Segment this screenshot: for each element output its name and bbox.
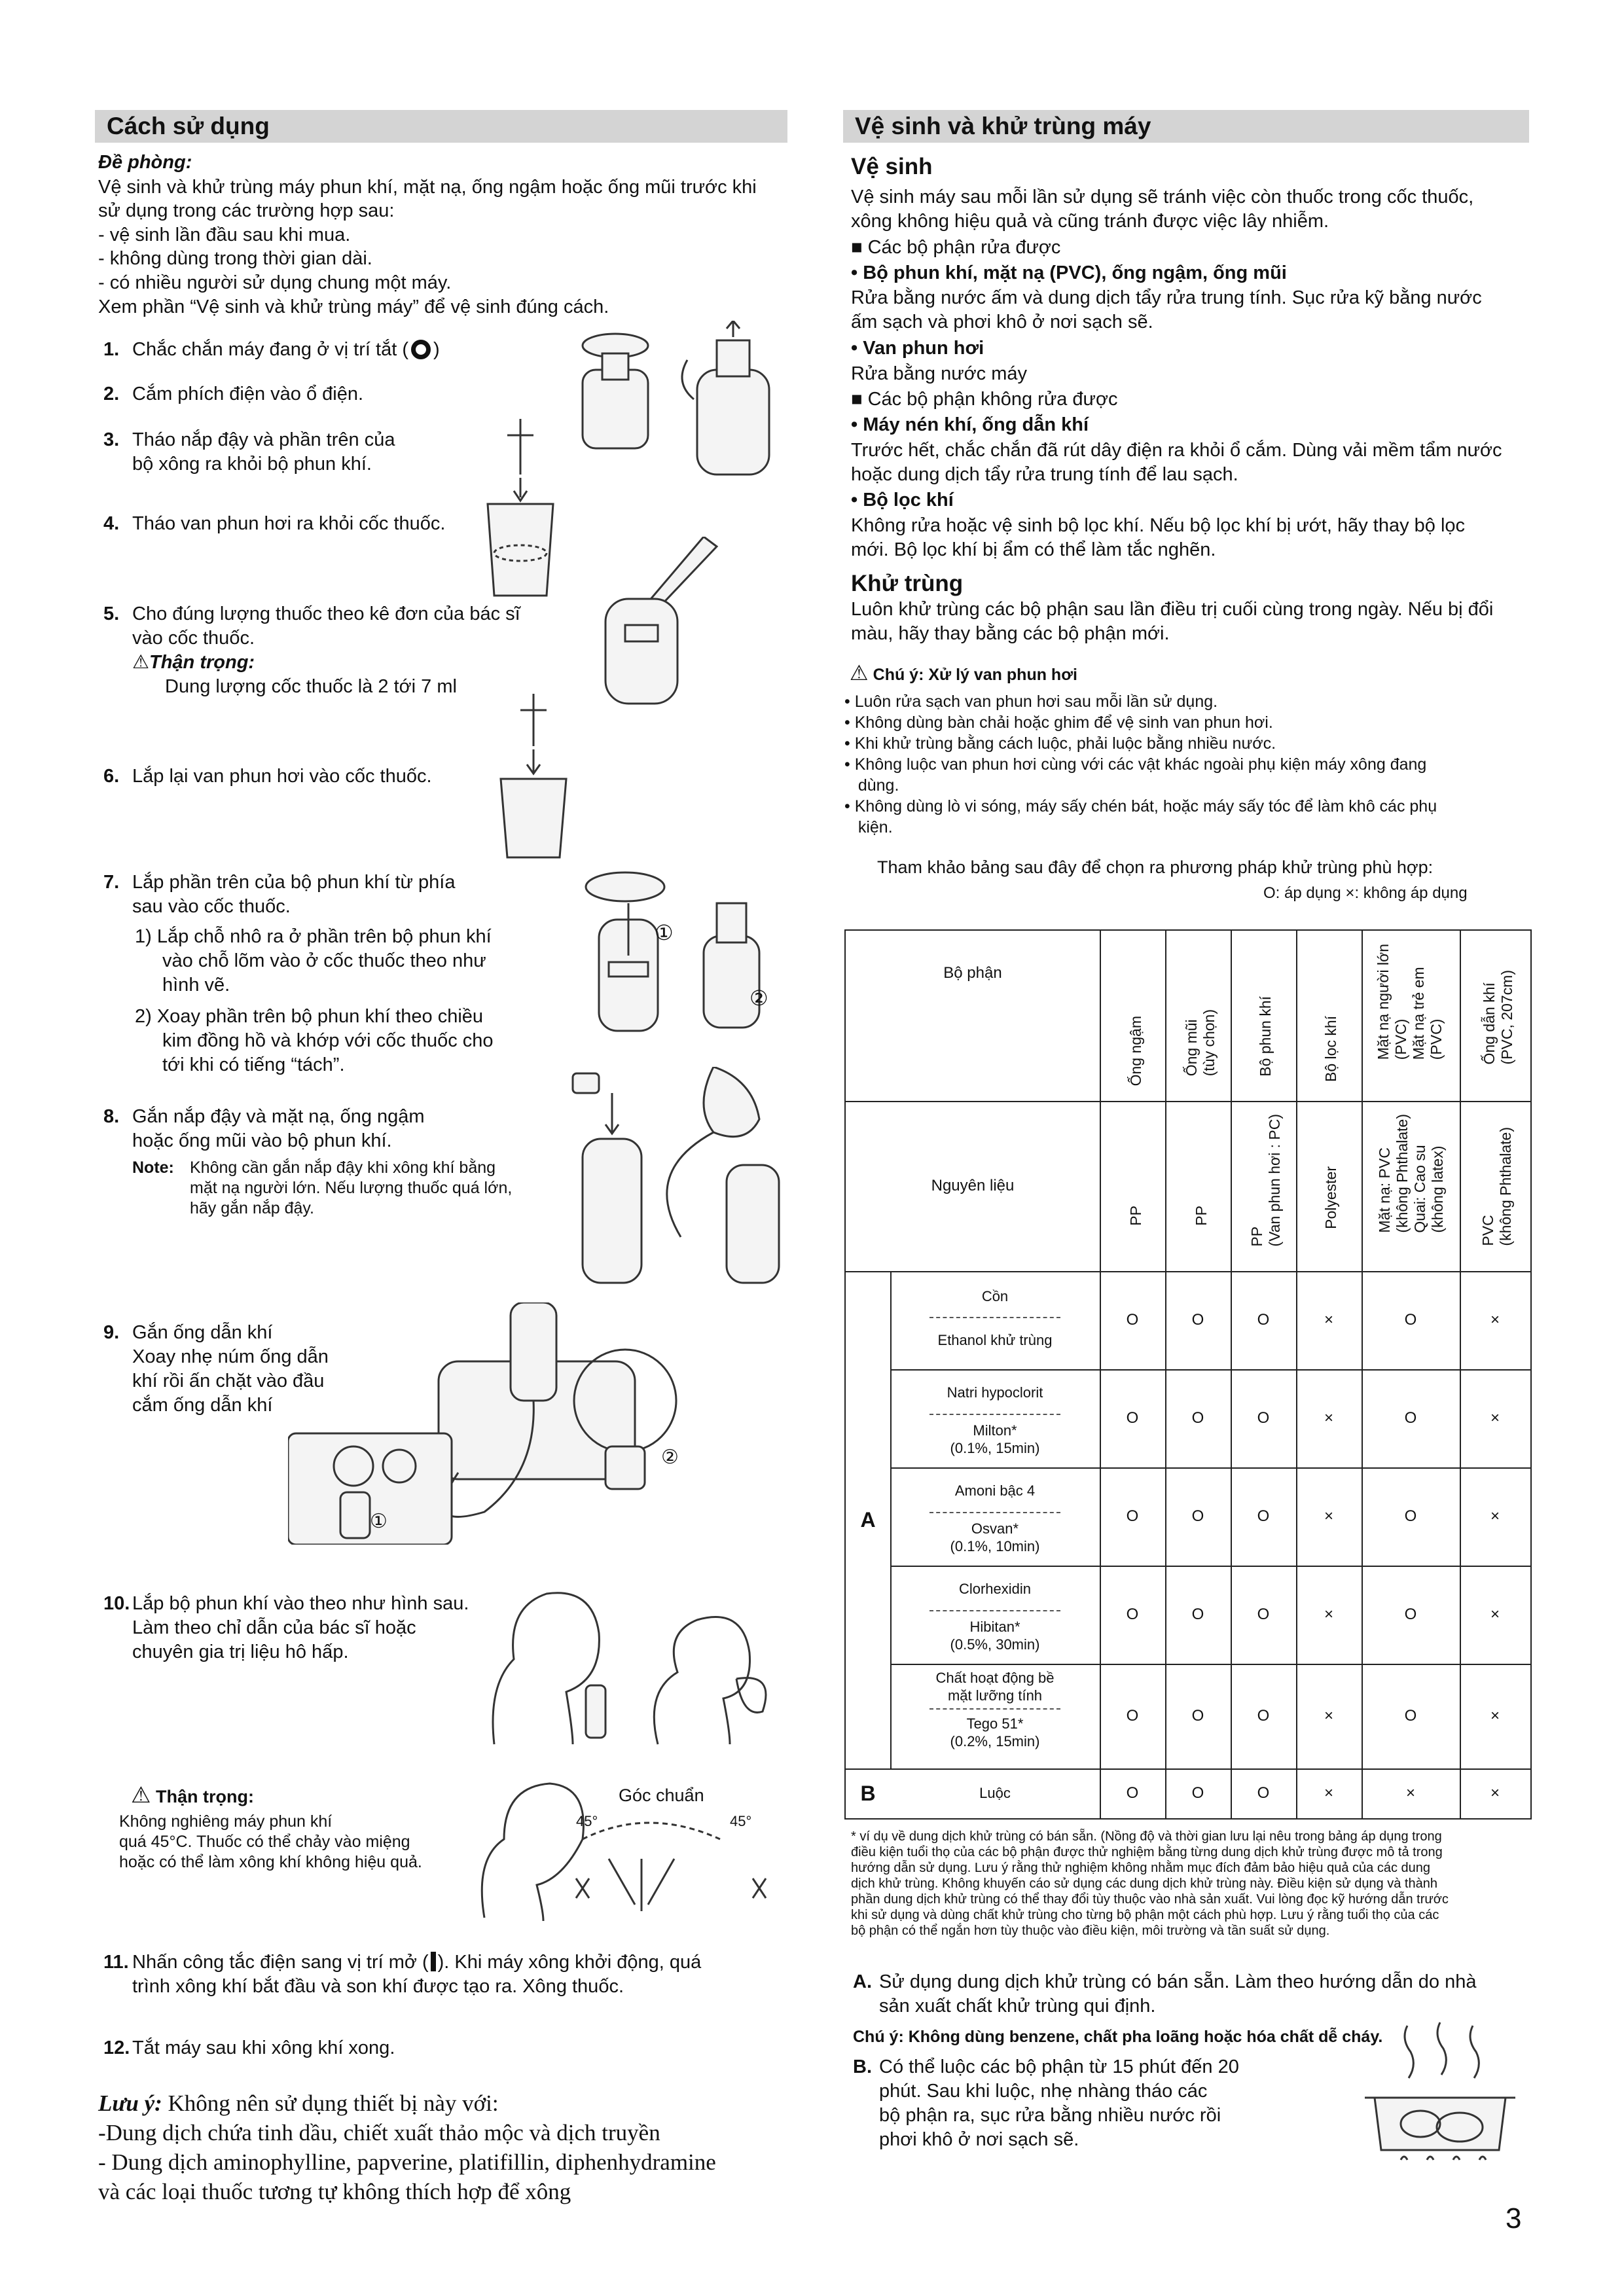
col-header: Ống ngậm (1127, 1016, 1144, 1086)
agent-product: Hibitan* (969, 1619, 1020, 1635)
tube-detail-illustration (566, 1348, 677, 1492)
col-header: Ống mũi (tùy chọn) (1183, 1009, 1218, 1077)
washable-heading: ■ Các bộ phận rửa được (851, 237, 1061, 258)
cell-value: O (1191, 1707, 1204, 1725)
callout-2: ② (749, 986, 768, 1010)
agent-product: (0.1%, 15min) (950, 1440, 1040, 1456)
method-b-text: bộ phận ra, sục rửa bằng nhiều nước rồi (879, 2105, 1221, 2126)
callout-1: ① (655, 921, 674, 944)
col-header: Bộ phun khí (1257, 996, 1274, 1077)
tilt-angle-illustration (478, 1780, 779, 1924)
intro-line: Vệ sinh và khử trùng máy phun khí, mặt nạ, ống ngậm hoặc ống mũi trước khi (98, 177, 757, 198)
boiling-pot-illustration (1362, 2019, 1519, 2170)
item-heading: • Bộ phun khí, mặt nạ (PVC), ống ngậm, ống mũi (851, 262, 1287, 283)
cell-value: O (1257, 1311, 1270, 1329)
cell-value: O (1126, 1605, 1139, 1623)
col-header: Bộ lọc khí (1322, 1016, 1339, 1082)
material-cell: PP (1193, 1206, 1210, 1226)
paragraph-line: hoặc dung dịch tẩy rửa trung tính để lau sạch. (851, 464, 1238, 485)
step-8-text: Gắn nắp đậy và mặt nạ, ống ngậm (132, 1106, 425, 1127)
intro-line: - vệ sinh lần đầu sau khi mua. (98, 224, 351, 245)
step-number: 10. (103, 1593, 130, 1614)
agent-product: Ethanol khử trùng (937, 1332, 1053, 1348)
agent-name: Cồn (981, 1288, 1009, 1304)
col-header: Ống dẫn khí (PVC, 207cm) (1481, 970, 1515, 1065)
nozzle-note: • Khi khử trùng bằng cách luộc, phải luộc bằng nhiều nước. (844, 734, 1276, 753)
step-3-text: bộ xông ra khỏi bộ phun khí. (132, 454, 372, 475)
method-a-text: Sử dụng dung dịch khử trùng có bán sẵn. Làm theo hướng dẫn do nhà (879, 1971, 1477, 1992)
col-header: Mặt nạ người lớn (PVC) Mặt nạ trẻ em (PVC) (1375, 944, 1445, 1060)
agent-name: Clorhexidin (958, 1581, 1032, 1597)
agent-product: Milton* (973, 1422, 1017, 1439)
step-9-text: Gắn ống dẫn khí (132, 1322, 273, 1343)
step-2-text: Cắm phích điện vào ổ điện. (132, 384, 364, 404)
intro-line: - có nhiều người sử dụng chung một máy. (98, 272, 452, 293)
cell-value: O (1191, 1784, 1204, 1802)
flammable-warning: Chú ý: Không dùng benzene, chất pha loãng hoặc hóa chất dễ cháy. (853, 2028, 1383, 2046)
cell-value: × (1324, 1707, 1333, 1725)
step-number: 4. (103, 513, 120, 534)
cell-value: O (1191, 1409, 1204, 1427)
step-3-text: Tháo nắp đậy và phần trên của (132, 429, 395, 450)
paragraph-line: Vệ sinh máy sau mỗi lần sử dụng sẽ tránh việc còn thuốc trong cốc thuốc, (851, 187, 1474, 207)
section-heading-cleaning: Vệ sinh và khử trùng máy (843, 110, 1529, 143)
step-number: 7. (103, 872, 120, 893)
caution-text: Không nghiêng máy phun khí (119, 1812, 333, 1831)
agent-name: Chất hoạt động bề mặt lưỡng tính (935, 1670, 1055, 1704)
footnote-line: khi sử dụng và dùng chất khử trùng cho từng bộ phận một cách phù hợp. Lưu ý rằng tuổi thọ của các (851, 1908, 1439, 1922)
step-10-text: Lắp bộ phun khí vào theo như hình sau. (132, 1593, 469, 1614)
agent-name: Amoni bậc 4 (954, 1482, 1036, 1499)
agent-name: Natri hypoclorit (947, 1384, 1043, 1401)
header-parts: Bộ phận (943, 964, 1002, 982)
cell-value: × (1324, 1507, 1333, 1525)
cell-value: O (1257, 1409, 1270, 1427)
table-reference: Tham khảo bảng sau đây để chọn ra phương pháp khử trùng phù hợp: (877, 857, 1434, 877)
caution-title: ⚠ Thận trọng: (131, 1783, 254, 1808)
step-11-text: Nhấn công tắc điện sang vị trí mở ( ). Khi máy xông khởi động, quá (132, 1952, 702, 1973)
cell-value: O (1126, 1707, 1139, 1725)
disinfection-table (844, 929, 1532, 1820)
cell-value: O (1191, 1311, 1204, 1329)
step-4-text: Tháo van phun hơi ra khỏi cốc thuốc. (132, 513, 446, 534)
step-12-text: Tắt máy sau khi xông khí xong. (132, 2037, 395, 2058)
cell-value: × (1490, 1605, 1500, 1623)
material-cell: PVC (không Phthalate) (1479, 1127, 1514, 1246)
subheading-disinfection: Khử trùng (851, 571, 964, 596)
step-6-text: Lắp lại van phun hơi vào cốc thuốc. (132, 766, 432, 787)
step-1-text: Chắc chắn máy đang ở vị trí tắt ( ) (132, 339, 440, 360)
group-a-label: A (860, 1507, 876, 1532)
cell-value: O (1191, 1507, 1204, 1525)
usage-note: Lưu ý: Không nên sử dụng thiết bị này với: (98, 2090, 499, 2116)
nozzle-note: • Không luộc van phun hơi cùng với các vật khác ngoài phụ kiện máy xông đang (844, 755, 1427, 774)
nozzle-note: • Không dùng lò vi sóng, máy sấy chén bát, hoặc máy sấy tóc để làm khô các phụ (844, 797, 1437, 816)
usage-note-line: - Dung dịch aminophylline, papverine, platifillin, diphenhydramine (98, 2149, 716, 2175)
nozzle-reattach-illustration (494, 694, 579, 864)
paragraph-line: mới. Bộ lọc khí bị ẩm có thể làm tắc nghẽn. (851, 539, 1216, 560)
step-9-text: cắm ống dẫn khí (132, 1395, 273, 1416)
angle-label: Góc chuẩn (619, 1785, 704, 1805)
method-b-text: Có thể luộc các bộ phận từ 15 phút đến 20 (879, 2056, 1239, 2077)
cell-value: O (1191, 1605, 1204, 1623)
on-switch-icon (431, 1952, 436, 1971)
patient-inhalation-illustration (488, 1581, 789, 1748)
cell-value: × (1490, 1507, 1500, 1525)
step-number: 9. (103, 1322, 120, 1343)
subheading-cleaning: Vệ sinh (851, 154, 933, 179)
agent-name: Luộc (979, 1785, 1011, 1801)
step-9-text: Xoay nhẹ núm ống dẫn (132, 1346, 329, 1367)
step-number: 12. (103, 2037, 130, 2058)
paragraph-line: Luôn khử trùng các bộ phận sau lần điều trị cuối cùng trong ngày. Nếu bị đổi (851, 599, 1494, 620)
step-8-note: mặt nạ người lớn. Nếu lượng thuốc quá lớn, (190, 1179, 513, 1197)
method-a-text: sản xuất chất khử trùng qui định. (879, 1996, 1156, 2017)
step-5-capacity: Dung lượng cốc thuốc là 2 tới 7 ml (165, 676, 457, 697)
cell-value: O (1126, 1409, 1139, 1427)
intro-line: - không dùng trong thời gian dài. (98, 248, 372, 269)
method-b-text: phút. Sau khi luộc, nhẹ nhàng tháo các (879, 2081, 1208, 2102)
angle-degrees: 45° (730, 1813, 752, 1829)
group-b-label: B (860, 1781, 876, 1805)
paragraph-line: xông không hiệu quả và cũng tránh được việc lây nhiễm. (851, 211, 1329, 232)
intro-line: Xem phần “Vệ sinh và khử trùng máy” để vệ sinh đúng cách. (98, 296, 609, 317)
paragraph-line: Trước hết, chắc chắn đã rút dây điện ra khỏi ổ cắm. Dùng vải mềm tẩm nước (851, 440, 1502, 461)
agent-product: (0.5%, 30min) (950, 1636, 1040, 1653)
cell-value: × (1490, 1409, 1500, 1427)
footnote-line: hướng dẫn sử dụng. Lưu ý rằng thử nghiệm không nhằm mục đích đảm bảo hiệu quả của các dung (851, 1861, 1431, 1875)
material-cell: PP (Van phun hơi : PC) (1248, 1114, 1283, 1247)
nozzle-note: • Không dùng bàn chải hoặc ghim để vệ sinh van phun hơi. (844, 713, 1273, 732)
footnote-line: * ví dụ về dung dịch khử trùng có bán sẵn. (Nồng độ và thời gian lưu lại nêu trong bảng áp dụng trong (851, 1829, 1442, 1844)
nozzle-note: • Luôn rửa sạch van phun hơi sau mỗi lần sử dụng. (844, 692, 1218, 711)
cell-value: × (1490, 1311, 1500, 1329)
step-5-text: Cho đúng lượng thuốc theo kê đơn của bác sĩ (132, 603, 520, 624)
step-number: 5. (103, 603, 120, 624)
section-heading-usage: Cách sử dụng (95, 110, 787, 143)
callout-2: ② (661, 1446, 679, 1468)
step-7-text: Lắp phần trên của bộ phun khí từ phía (132, 872, 456, 893)
step-10-text: Làm theo chỉ dẫn của bác sĩ hoặc (132, 1617, 416, 1638)
precaution-title: Đề phòng: (98, 152, 192, 173)
cell-value: O (1126, 1311, 1139, 1329)
cell-value: O (1404, 1605, 1417, 1623)
step-8-text: hoặc ống mũi vào bộ phun khí. (132, 1130, 392, 1151)
material-cell: PP (1127, 1206, 1144, 1226)
paragraph-line: Không rửa hoặc vệ sinh bộ lọc khí. Nếu bộ lọc khí bị ướt, hãy thay bộ lọc (851, 515, 1466, 536)
table-legend: O: áp dụng ×: không áp dụng (1263, 884, 1468, 902)
step-7-sub: vào chỗ lõm vào ở cốc thuốc theo như (162, 950, 486, 971)
item-heading: • Máy nén khí, ống dẫn khí (851, 414, 1089, 435)
nebulizer-disassembly-illustration (556, 321, 792, 484)
material-cell: Mặt nạ: PVC (không Phthalate) Quai: Cao su (không latex) (1376, 1114, 1446, 1233)
method-b-text: phơi khô ở nơi sạch sẽ. (879, 2129, 1079, 2150)
cell-value: O (1126, 1784, 1139, 1802)
step-7-sub: kim đồng hồ và khớp với cốc thuốc cho (162, 1030, 494, 1051)
non-washable-heading: ■ Các bộ phận không rửa được (851, 389, 1118, 410)
angle-degrees: 45° (576, 1813, 598, 1829)
footnote-line: phần dung dịch khử trùng có thể thay đổi tùy thuộc vào nhà sản xuất. Vui lòng đọc kỹ hướng dẫn trước (851, 1892, 1449, 1907)
paragraph-line: Rửa bằng nước ấm và dung dịch tẩy rửa trung tính. Sục rửa kỹ bằng nước (851, 287, 1482, 308)
step-9-text: khí rồi ấn chặt vào đầu (132, 1371, 325, 1391)
footnote-line: dịch khử trùng. Không khuyến cáo sử dụng các dung dịch khử trùng này. Điều kiện sử dụng và thành (851, 1876, 1437, 1891)
cell-value: × (1405, 1784, 1415, 1802)
step-7-text: sau vào cốc thuốc. (132, 896, 291, 917)
cell-value: O (1126, 1507, 1139, 1525)
paragraph-line: màu, hãy thay bằng các bộ phận mới. (851, 623, 1170, 644)
warning-icon: ⚠ (131, 1783, 151, 1808)
step-number: 6. (103, 766, 120, 787)
step-10-text: chuyên gia trị liệu hô hấp. (132, 1641, 349, 1662)
caution-text: hoặc có thể làm xông khí không hiệu quả. (119, 1853, 422, 1871)
cell-value: O (1257, 1507, 1270, 1525)
step-8-note: Không cần gắn nắp đậy khi xông khí bằng (190, 1158, 496, 1177)
cell-value: × (1490, 1707, 1500, 1725)
step-7-sub: tới khi có tiếng “tách”. (162, 1054, 345, 1075)
material-cell: Polyester (1322, 1166, 1339, 1229)
callout-1: ① (370, 1511, 388, 1532)
cell-value: O (1257, 1784, 1270, 1802)
step-7-sub: 2) Xoay phần trên bộ phun khí theo chiều (135, 1006, 484, 1027)
medication-filling-illustration (592, 537, 723, 707)
cell-value: × (1324, 1409, 1333, 1427)
item-heading: • Bộ lọc khí (851, 490, 954, 511)
cell-value: × (1490, 1784, 1500, 1802)
nebulizer-assembly-illustration (573, 864, 782, 1041)
footnote-line: điều kiện tuổi thọ của các bộ phận được thử nghiệm bằng từng dung dịch khử trùng được mô tả trong (851, 1845, 1443, 1859)
step-number: 1. (103, 339, 120, 360)
mask-attachment-illustration (563, 1067, 799, 1296)
warning-icon: ⚠ (850, 661, 869, 685)
cell-value: O (1404, 1311, 1417, 1329)
cell-value: O (1257, 1707, 1270, 1725)
step-8-note-label: Note: (132, 1158, 174, 1177)
intro-line: sử dụng trong các trường hợp sau: (98, 200, 395, 221)
cell-value: O (1404, 1507, 1417, 1525)
step-number: 3. (103, 429, 120, 450)
off-icon (411, 340, 431, 359)
step-7-sub: 1) Lắp chỗ nhô ra ở phần trên bộ phun khí (135, 926, 492, 947)
warning-icon: ⚠ (132, 652, 149, 673)
page-number: 3 (1506, 2202, 1522, 2234)
nozzle-note: kiện. (844, 818, 893, 836)
step-8-note: hãy gắn nắp đậy. (190, 1199, 314, 1217)
step-5-text: vào cốc thuốc. (132, 628, 255, 649)
cell-value: O (1404, 1707, 1417, 1725)
usage-note-line: và các loại thuốc tương tự không thích hợp để xông (98, 2179, 571, 2204)
cell-value: × (1324, 1784, 1333, 1802)
step-number: 11. (103, 1952, 129, 1973)
item-heading: • Van phun hơi (851, 338, 984, 359)
cell-value: O (1404, 1409, 1417, 1427)
agent-product: Osvan* (971, 1520, 1019, 1537)
step-7-sub: hình vẽ. (162, 975, 230, 996)
step-number: 2. (103, 384, 120, 404)
agent-product: Tego 51* (966, 1715, 1024, 1732)
caution-text: quá 45°C. Thuốc có thể chảy vào miệng (119, 1833, 410, 1851)
agent-product: (0.1%, 10min) (950, 1538, 1040, 1554)
nozzle-note-title: ⚠ Chú ý: Xử lý van phun hơi (850, 661, 1077, 685)
nozzle-removal-illustration (481, 412, 573, 602)
method-a-label: A. (853, 1971, 872, 1992)
paragraph-line: Rửa bằng nước máy (851, 363, 1028, 384)
cell-value: × (1324, 1605, 1333, 1623)
nozzle-note: dùng. (844, 776, 899, 795)
footnote-line: bộ phận có thể ngắn hơn tùy thuộc vào điều kiện, môi trường và tần suất sử dụng. (851, 1924, 1330, 1938)
method-b-label: B. (853, 2056, 872, 2077)
paragraph-line: ấm sạch và phơi khô ở nơi sạch sẽ. (851, 312, 1153, 332)
cell-value: O (1257, 1605, 1270, 1623)
step-5-caution: ⚠Thận trọng: (132, 652, 255, 673)
usage-note-line: -Dung dịch chứa tinh dầu, chiết xuất thảo mộc và dịch truyền (98, 2120, 660, 2145)
step-11-text: trình xông khí bắt đầu và son khí được tạo ra. Xông thuốc. (132, 1976, 624, 1997)
step-number: 8. (103, 1106, 120, 1127)
header-material: Nguyên liệu (931, 1177, 1015, 1194)
agent-product: (0.2%, 15min) (950, 1733, 1040, 1749)
cell-value: × (1324, 1311, 1333, 1329)
